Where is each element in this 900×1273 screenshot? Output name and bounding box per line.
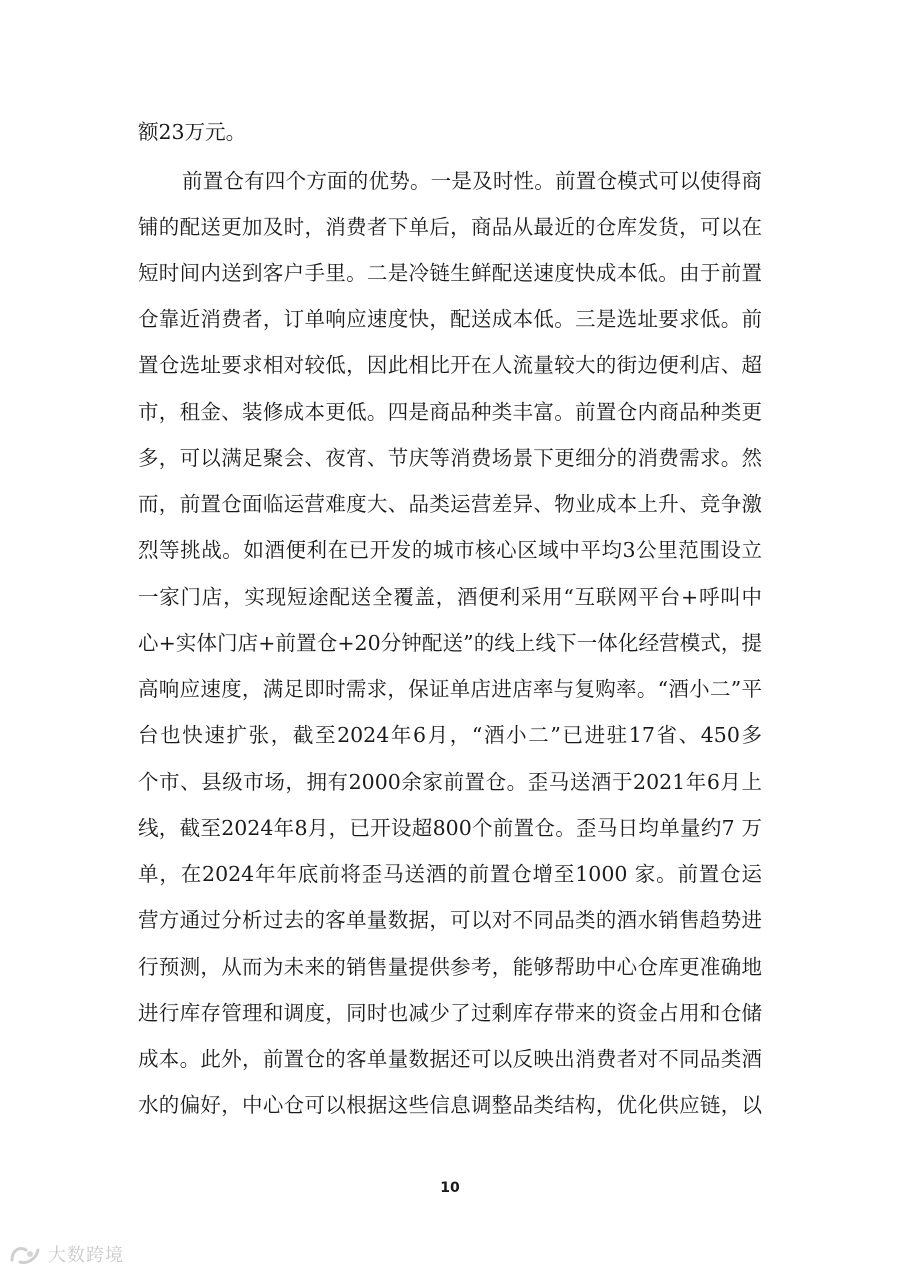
brand-logo-icon: [8, 1242, 42, 1266]
watermark: [8, 1240, 124, 1268]
text-line: 行预测，从而为未来的销售量提供参考，能够帮助中心仓库更准确地: [138, 955, 762, 979]
text-line: 多，可以满足聚会、夜宵、节庆等消费场景下更细分的消费需求。然: [138, 446, 762, 470]
text-line: 成本。此外，前置仓的客单量数据还可以反映出消费者对不同品类酒: [138, 1047, 762, 1071]
text-line: 而，前置仓面临运营难度大、品类运营差异、物业成本上升、竞争激: [138, 492, 762, 516]
text-line: 短时间内送到客户手里。二是冷链生鲜配送速度快成本低。由于前置: [138, 261, 762, 285]
text-line: 一家门店，实现短途配送全覆盖，酒便利采用“互联网平台+呼叫中: [138, 585, 762, 609]
text-line: 置仓选址要求相对较低，因此相比开在人流量较大的街边便利店、超: [138, 353, 762, 377]
text-line: 高响应速度，满足即时需求，保证单店进店率与复购率。“酒小二”平: [138, 677, 762, 701]
text-line: 营方通过分析过去的客单量数据，可以对不同品类的酒水销售趋势进: [138, 908, 762, 932]
text-line: 前置仓有四个方面的优势。一是及时性。前置仓模式可以使得商: [182, 169, 762, 193]
text-line: 市，租金、装修成本更低。四是商品种类丰富。前置仓内商品种类更: [138, 400, 762, 424]
text-line: 线，截至2024年8月，已开设超800个前置仓。歪马日均单量约7 万: [138, 816, 762, 840]
text-line: 进行库存管理和调度，同时也减少了过剩库存带来的资金占用和仓储: [138, 1001, 762, 1025]
text-line: 烈等挑战。如酒便利在已开发的城市核心区域中平均3公里范围设立: [138, 538, 762, 562]
text-line: 水的偏好，中心仓可以根据这些信息调整品类结构，优化供应链，以: [138, 1093, 762, 1117]
watermark-text: 大数跨境: [48, 1245, 124, 1266]
text-line: 个市、县级市场，拥有2000余家前置仓。歪马送酒于2021年6月上: [138, 770, 762, 794]
text-line: 额23万元。: [138, 120, 247, 144]
text-line: 单，在2024年年底前将歪马送酒的前置仓增至1000 家。前置仓运: [138, 862, 762, 886]
text-line: 仓靠近消费者，订单响应速度快，配送成本低。三是选址要求低。前: [138, 307, 762, 331]
text-line: 台也快速扩张，截至2024年6月，“酒小二”已进驻17省、450多: [138, 723, 762, 747]
text-line: 铺的配送更加及时，消费者下单后，商品从最近的仓库发货，可以在: [138, 215, 762, 239]
page-number: 10: [440, 1180, 460, 1196]
text-line: 心+实体门店+前置仓+20分钟配送”的线上线下一体化经营模式，提: [138, 631, 762, 655]
